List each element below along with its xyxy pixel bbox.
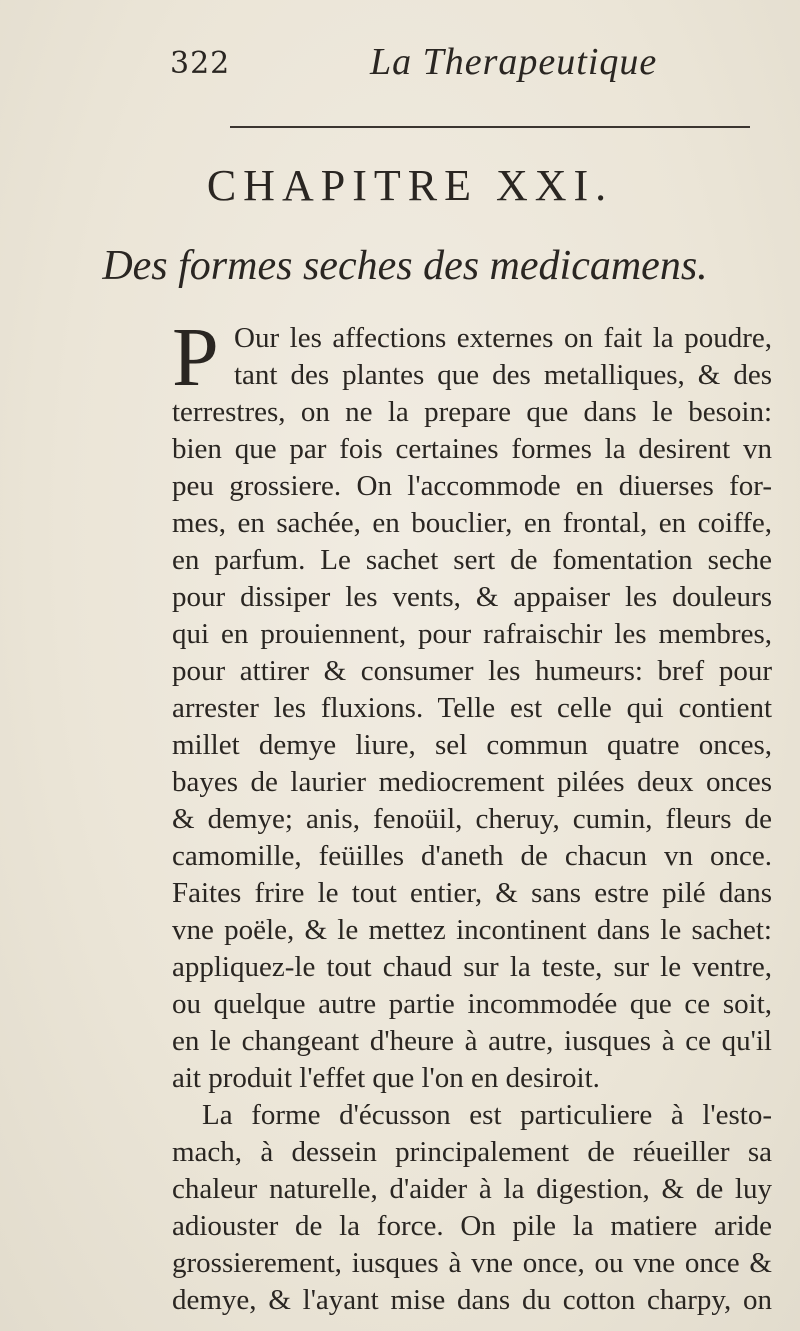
text-line: & demye; anis, fenoüil, cheruy, cumin, fleurs de <box>172 803 772 835</box>
running-title: La Therapeutique <box>370 41 658 83</box>
text-line: grossierement, iusques à vne once, ou vne once & <box>172 1247 772 1279</box>
text-line: en parfum. Le sachet sert de fomentation seche <box>172 544 772 576</box>
text-line: peu grossiere. On l'accommode en diuerses for- <box>172 470 772 502</box>
text-line: tant des plantes que des metalliques, & des <box>234 359 772 391</box>
text-line: chaleur naturelle, d'aider à la digestion, & de luy <box>172 1173 772 1205</box>
text-line: Faites frire le tout entier, & sans estre pilé dans <box>172 877 772 909</box>
text-line: appliquez-le tout chaud sur la teste, sur le ventre, <box>172 951 772 983</box>
text-line: mes, en sachée, en bouclier, en frontal, en coiffe, <box>172 507 772 539</box>
body-text <box>172 311 772 1319</box>
text-line: terrestres, on ne la prepare que dans le besoin: <box>172 396 772 428</box>
text-line: arrester les fluxions. Telle est celle qui contient <box>172 692 772 724</box>
chapter-subtitle: Des formes seches des medicamens. <box>102 243 708 289</box>
text-line: en le changeant d'heure à autre, iusques à ce qu'il <box>172 1025 772 1057</box>
text-line: mach, à dessein principalement de réueiller sa <box>172 1136 772 1168</box>
text-line: adiouster de la force. On pile la matiere aride <box>172 1210 772 1242</box>
text-line: Our les affections externes on fait la poudre, <box>234 322 772 354</box>
text-line: demye, & l'ayant mise dans du cotton charpy, on <box>172 1284 772 1316</box>
text-line: bien que par fois certaines formes la desirent vn <box>172 433 772 465</box>
text-line: ou quelque autre partie incommodée que ce soit, <box>172 988 772 1020</box>
text-line: camomille, feüilles d'aneth de chacun vn once. <box>172 840 772 872</box>
drop-cap: P <box>172 311 219 404</box>
text-line: La forme d'écusson est particuliere à l'esto- <box>202 1099 772 1131</box>
header-rule <box>230 126 750 128</box>
text-line: millet demye liure, sel commun quatre onces, <box>172 729 772 761</box>
opening-lines <box>172 311 772 404</box>
text-line: bayes de laurier mediocrement pilées deux onces <box>172 766 772 798</box>
running-head <box>170 40 730 90</box>
page-number: 322 <box>170 46 231 81</box>
text-line: qui en prouiennent, pour rafraischir les membres, <box>172 618 772 650</box>
text-line: vne poële, & le mettez incontinent dans le sachet: <box>172 914 772 946</box>
text-line: pour attirer & consumer les humeurs: bref pour <box>172 655 772 687</box>
text-line: pour dissiper les vents, & appaiser les douleurs <box>172 581 772 613</box>
text-line: ait produit l'effet que l'on en desiroit. <box>172 1062 600 1094</box>
chapter-heading: CHAPITRE XXI. <box>206 161 614 210</box>
